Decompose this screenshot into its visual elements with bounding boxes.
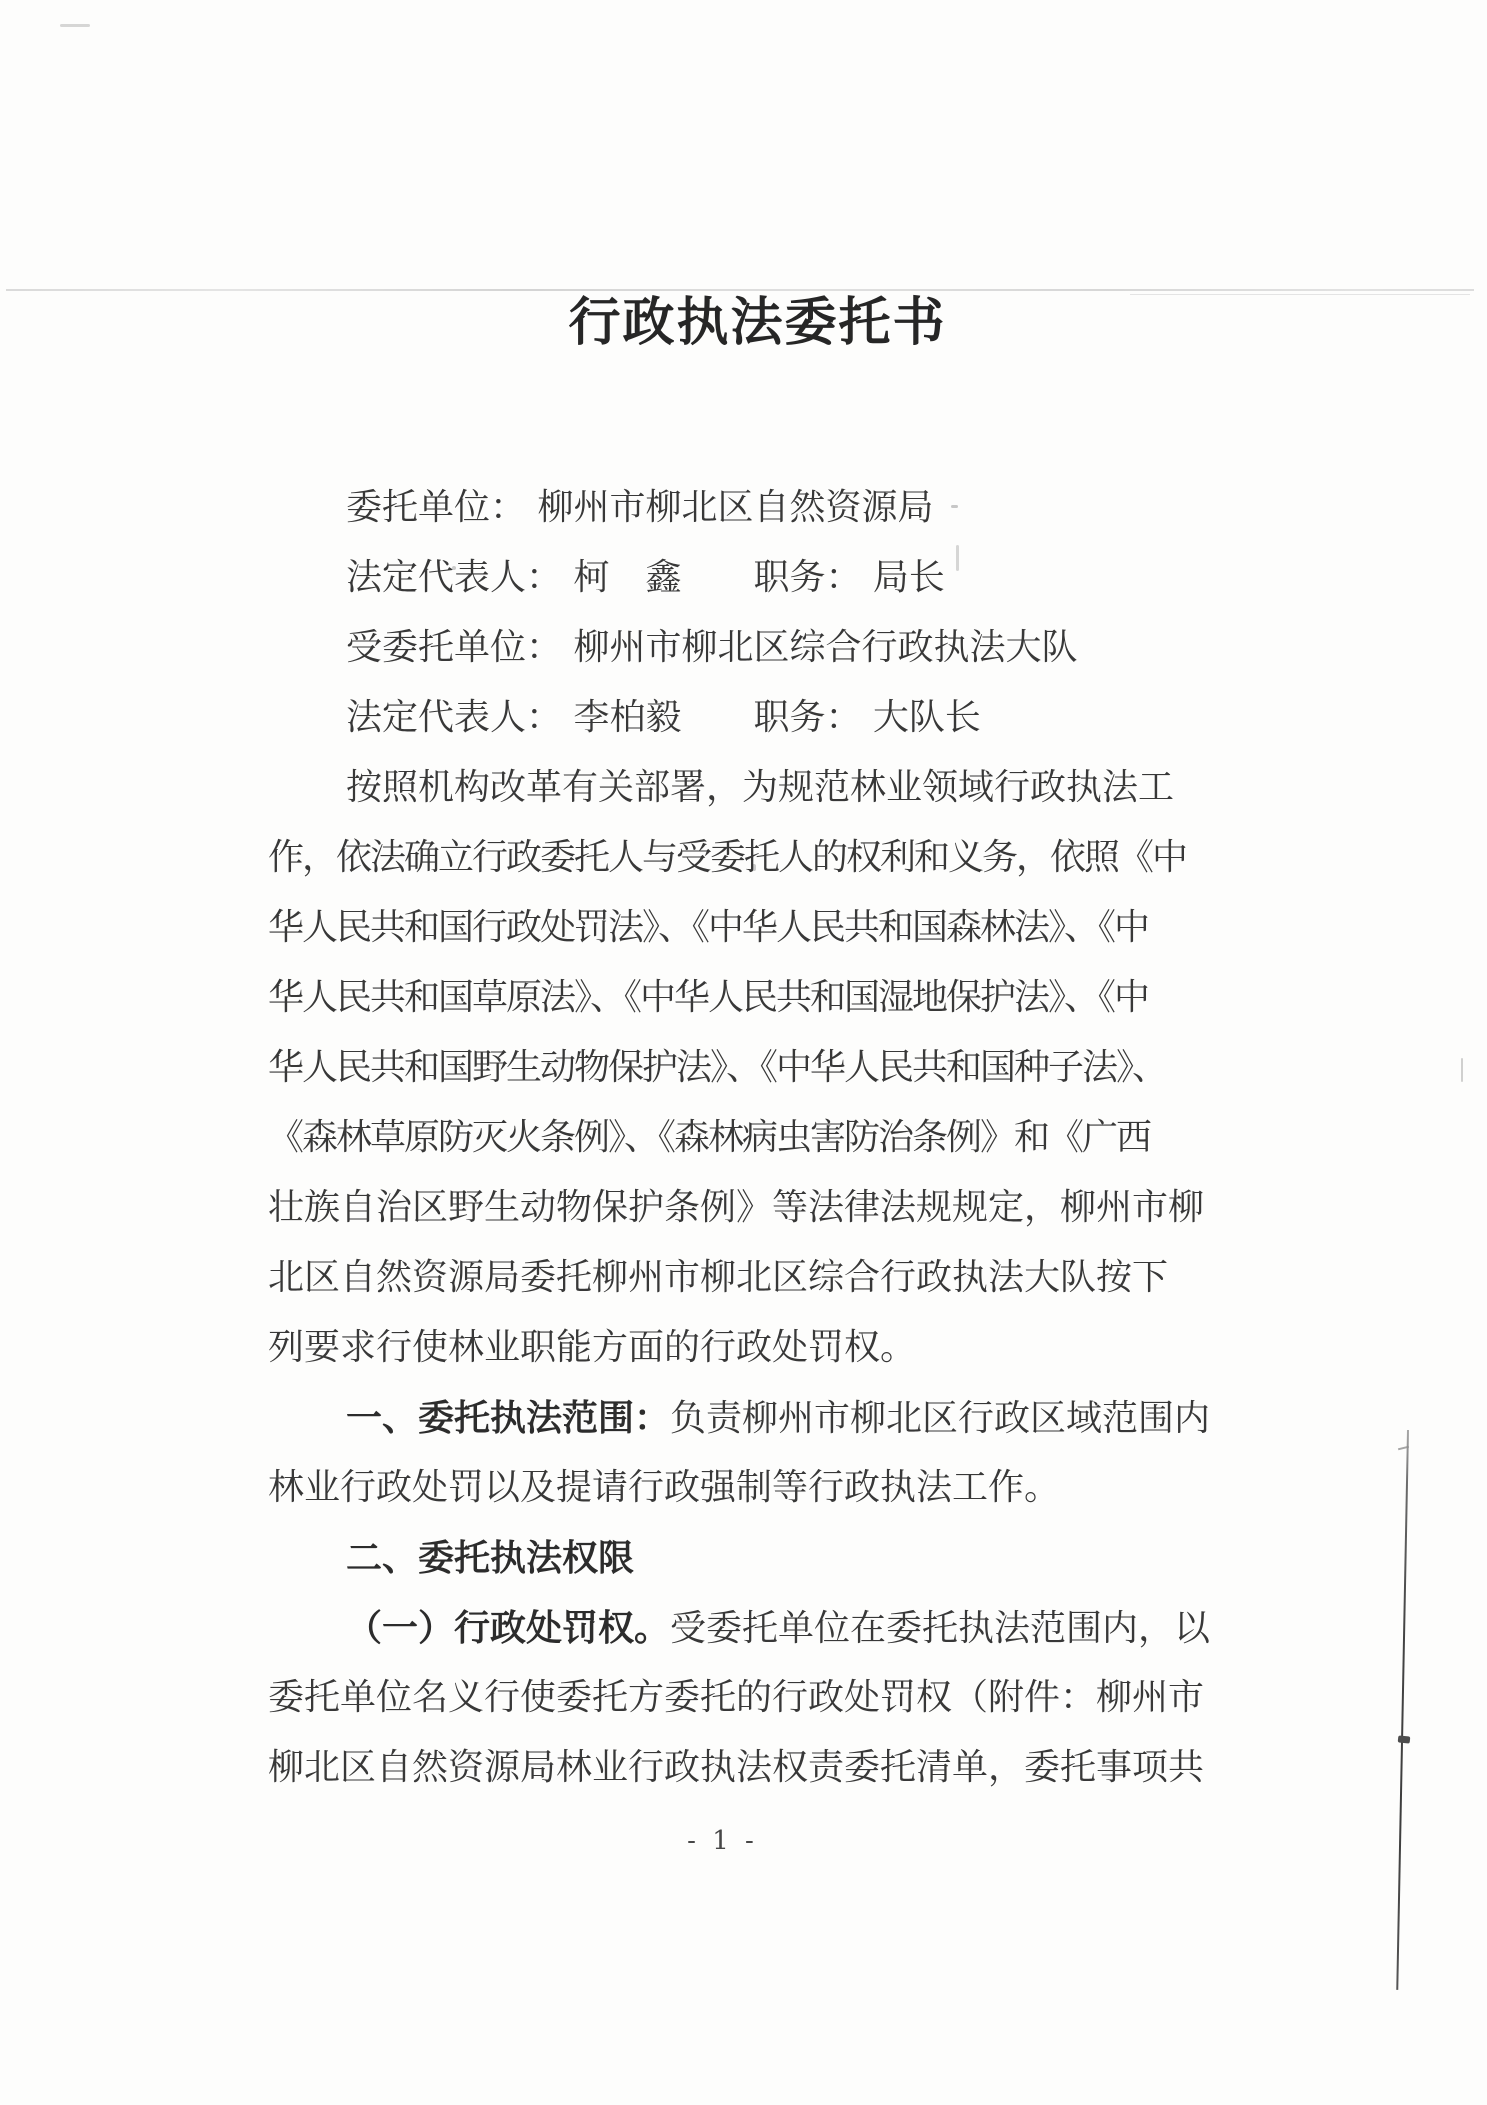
subsection1-heading: （一）行政处罚权。 — [346, 1607, 671, 1649]
party-line-legal-rep-1: 法定代表人： 柯 鑫 职务： 局长 — [346, 557, 945, 598]
section1-heading: 一、委托执法范围： — [346, 1397, 671, 1439]
scan-artifact-vertical-line-nub — [1398, 1735, 1411, 1743]
party-line-entrusted-unit: 受委托单位： 柳州市柳北区综合行政执法大队 — [346, 627, 1078, 668]
paragraph-line: 列要求行使林业职能方面的行政处罚权。 — [268, 1327, 917, 1368]
page-number: - 1 - — [687, 1826, 758, 1856]
section1-heading-line — [346, 1393, 1210, 1444]
paragraph-line: 华人民共和国野生动物保护法》、《中华人民共和国种子法》、 — [268, 1047, 1167, 1088]
paragraph-line: 作，依法确立行政委托人与受委托人的权利和义务，依照《中 — [268, 837, 1187, 878]
paragraph-line: 壮族自治区野生动物保护条例》等法律法规规定，柳州市柳 — [268, 1187, 1205, 1228]
paragraph-line: 北区自然资源局委托柳州市柳北区综合行政执法大队按下 — [268, 1257, 1169, 1298]
party-line-legal-rep-2: 法定代表人： 李柏毅 职务： 大队长 — [346, 697, 981, 738]
party-line-entrusting-unit: 委托单位： 柳州市柳北区自然资源局 — [346, 487, 934, 528]
subsection1-heading-line — [346, 1603, 1210, 1654]
subsection1-line3: 柳北区自然资源局林业行政执法权责委托清单，委托事项共 — [268, 1747, 1205, 1788]
paragraph-line: 《森林草原防灭火条例》、《森林病虫害防治条例》和《广西 — [268, 1117, 1151, 1158]
scan-speck — [951, 505, 958, 508]
section1-line2: 林业行政处罚以及提请行政强制等行政执法工作。 — [268, 1467, 1061, 1508]
subsection1-text: 受委托单位在委托执法范围内，以 — [670, 1608, 1211, 1649]
section2-heading: 二、委托执法权限 — [346, 1537, 635, 1579]
scan-speck — [1461, 1058, 1463, 1082]
section1-text: 负责柳州市柳北区行政区域范围内 — [670, 1398, 1211, 1439]
document-title: 行政执法委托书 — [568, 292, 947, 353]
paragraph-line: 按照机构改革有关部署，为规范林业领域行政执法工 — [346, 767, 1175, 808]
scan-speck — [956, 545, 959, 571]
scan-artifact-vertical-line — [1396, 1430, 1409, 1990]
paragraph-line: 华人民共和国行政处罚法》、《中华人民共和国森林法》、《中 — [268, 907, 1149, 948]
paragraph-line: 华人民共和国草原法》、《中华人民共和国湿地保护法》、《中 — [268, 977, 1149, 1018]
subsection1-line2: 委托单位名义行使委托方委托的行政处罚权（附件：柳州市 — [268, 1677, 1205, 1718]
scan-speck — [60, 24, 90, 27]
section2-heading-line — [346, 1533, 634, 1584]
